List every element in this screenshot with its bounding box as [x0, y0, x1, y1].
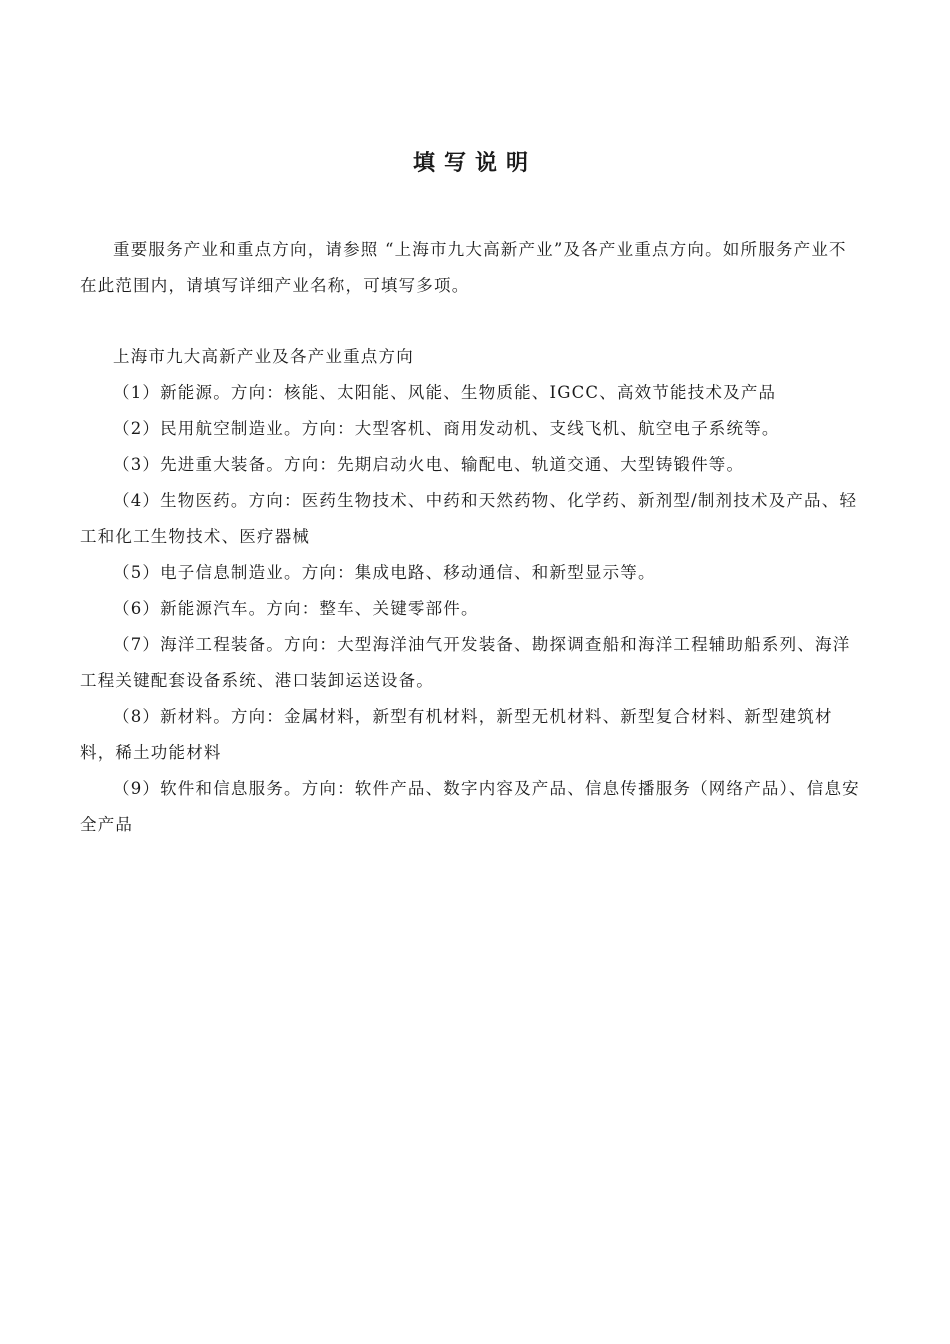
page-title: 填写说明 [412, 151, 537, 176]
list-item-7: （7）海洋工程装备。方向：大型海洋油气开发装备、勘探调查船和海洋工程辅助船系列、海洋工程关键配套设备系统、港口装卸运送设备。 [80, 635, 851, 690]
list-item-3: （3）先进重大装备。方向：先期启动火电、输配电、轨道交通、大型铸锻件等。 [113, 455, 745, 474]
list-item-2: （2）民用航空制造业。方向：大型客机、商用发动机、支线飞机、航空电子系统等。 [113, 419, 780, 438]
list-item-6: （6）新能源汽车。方向：整车、关键零部件。 [113, 599, 479, 618]
list-item-1: （1）新能源。方向：核能、太阳能、风能、生物质能、IGCC、高效节能技术及产品 [113, 383, 777, 402]
list-item-4: （4）生物医药。方向：医药生物技术、中药和天然药物、化学药、新剂型/制剂技术及产品、轻工和化工生物技术、医疗器械 [80, 491, 858, 546]
list-item-8: （8）新材料。方向：金属材料，新型有机材料，新型无机材料、新型复合材料、新型建筑材料，稀土功能材料 [80, 707, 833, 762]
list-item-9: （9）软件和信息服务。方向：软件产品、数字内容及产品、信息传播服务（网络产品）、信息安全产品 [80, 779, 860, 834]
industry-list [80, 339, 860, 843]
list-heading: 上海市九大高新产业及各产业重点方向 [113, 347, 414, 366]
list-item-5: （5）电子信息制造业。方向：集成电路、移动通信、和新型显示等。 [113, 563, 656, 582]
intro-paragraph: 重要服务产业和重点方向，请参照 “上海市九大高新产业”及各产业重点方向。如所服务产业不在此范围内，请填写详细产业名称，可填写多项。 [80, 240, 847, 295]
